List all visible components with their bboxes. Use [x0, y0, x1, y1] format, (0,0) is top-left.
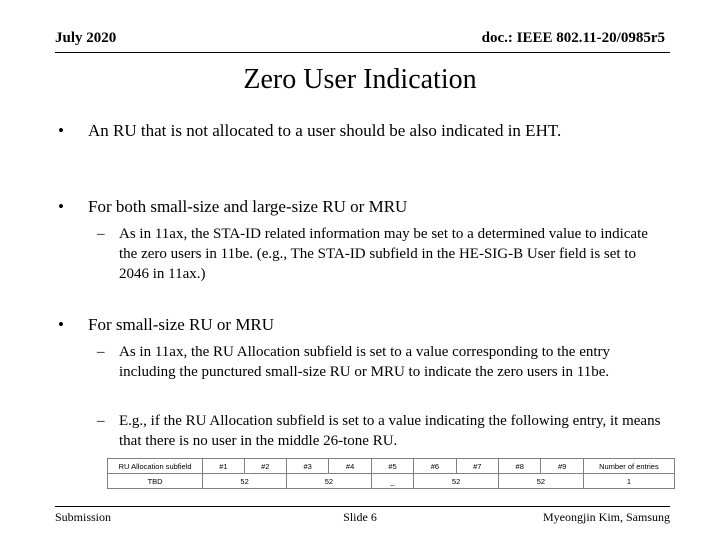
bullet-3 [58, 314, 678, 336]
table-cell: _ [371, 474, 413, 489]
table-header-row [108, 459, 675, 474]
table-header-cell: #9 [541, 459, 583, 474]
table-row [108, 474, 675, 489]
footer-divider [55, 506, 670, 507]
footer-slide-number: Slide 6 [343, 510, 377, 524]
bullet-1 [58, 120, 678, 142]
table-header-cell: #3 [286, 459, 328, 474]
bullet-1-text: An RU that is not allocated to a user should be also indicated in EHT. [88, 121, 562, 140]
slide-title: Zero User Indication [243, 64, 477, 95]
bullet-1-marker: • [58, 121, 64, 140]
subbullet-1 [97, 224, 667, 284]
footer-author: Myeongjin Kim, Samsung [542, 510, 670, 524]
table-header-cell: RU Allocation subfield [108, 459, 203, 474]
subbullet-3-marker: – [97, 413, 105, 429]
table-header-cell: #2 [244, 459, 286, 474]
subbullet-3-text: E.g., if the RU Allocation subfield is set to a value indicating the following entry, it means that there is no user in the middle 26-tone RU. [119, 413, 661, 449]
subbullet-1-marker: – [97, 226, 105, 242]
bullet-3-text: For small-size RU or MRU [88, 315, 275, 334]
header-divider [55, 52, 670, 53]
subbullet-3 [97, 411, 667, 451]
header-doc-id: doc.: IEEE 802.11-20/0985r5 [481, 30, 665, 46]
table-header-cell: Number of entries [583, 459, 674, 474]
table-header-cell: #4 [329, 459, 371, 474]
table-header-cell: #1 [203, 459, 244, 474]
table-header-cell: #5 [371, 459, 413, 474]
table-cell: 52 [414, 474, 499, 489]
subbullet-2 [97, 342, 667, 382]
subbullet-2-marker: – [97, 344, 105, 360]
table-header-cell: #7 [456, 459, 498, 474]
bullet-2-text: For both small-size and large-size RU or MRU [88, 197, 408, 216]
footer-submission: Submission [55, 510, 112, 524]
table-cell: TBD [108, 474, 203, 489]
bullet-3-marker: • [58, 315, 64, 334]
table-cell: 1 [583, 474, 674, 489]
subbullet-2-text: As in 11ax, the RU Allocation subfield is set to a value corresponding to the entry including the punctured small-size RU or MRU to indicate the zero users in 11be. [119, 344, 611, 380]
table-header-cell: #6 [414, 459, 456, 474]
table-cell: 52 [499, 474, 584, 489]
table-header-cell: #8 [499, 459, 541, 474]
bullet-2 [58, 196, 678, 218]
table-cell: 52 [203, 474, 287, 489]
table-cell: 52 [286, 474, 371, 489]
header-date: July 2020 [55, 30, 117, 46]
ru-allocation-table [107, 458, 675, 489]
subbullet-1-text: As in 11ax, the STA-ID related information may be set to a determined value to indicate the zero users in 11be. (e.g., The STA-ID subfield in the HE-SIG-B User field is set to 2046 in 11ax.) [119, 226, 648, 282]
bullet-2-marker: • [58, 197, 64, 216]
